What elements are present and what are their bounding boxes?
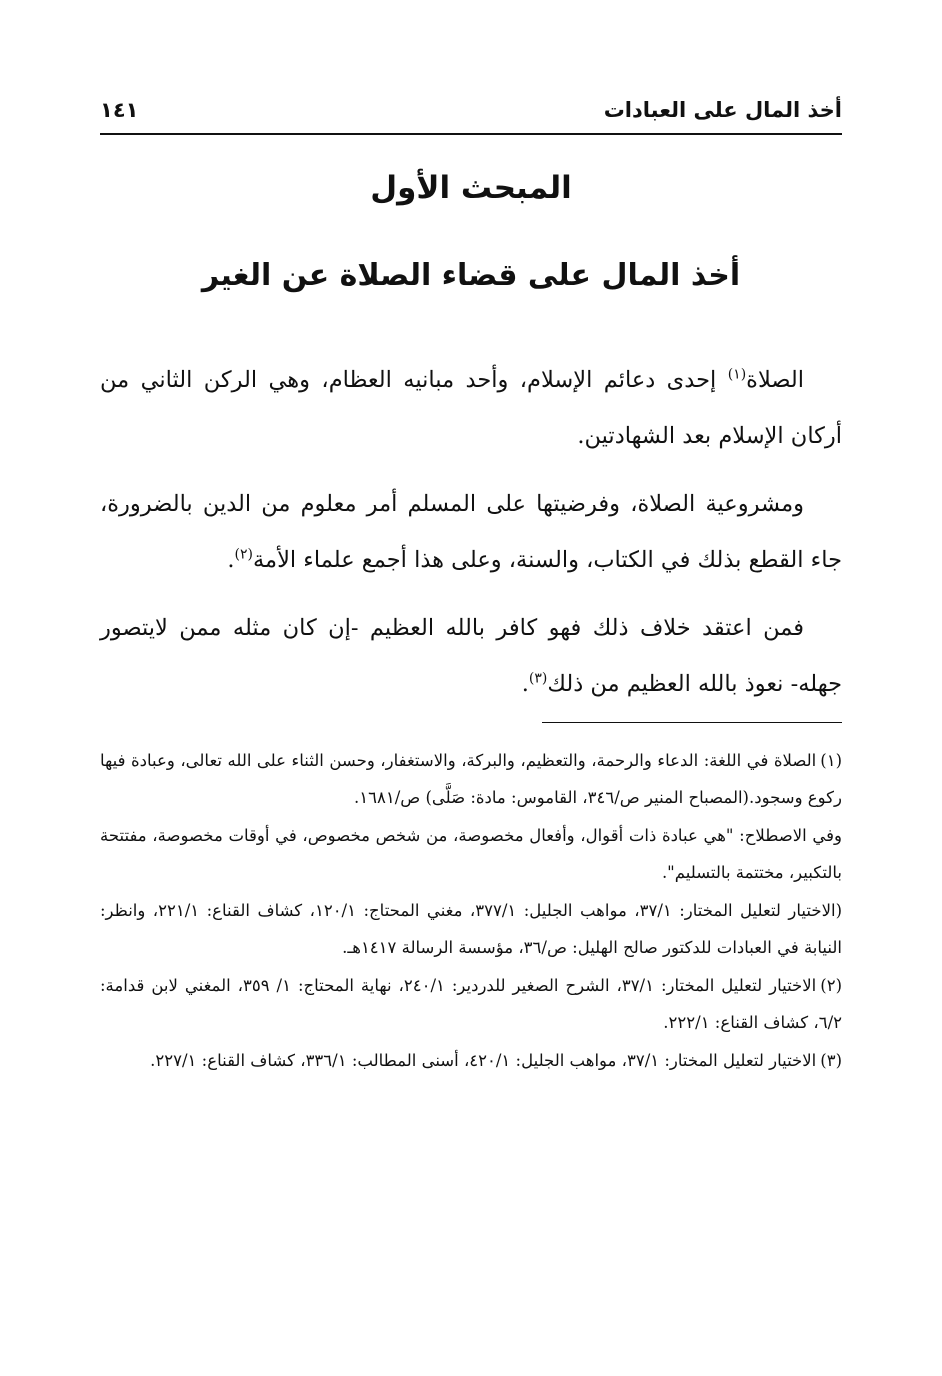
footnote-ref-3[interactable]: (٣) <box>528 670 548 687</box>
footnote-separator <box>542 722 842 723</box>
paragraph-1-lead: الصلاة <box>746 367 804 393</box>
footnote-3-text: الاختيار لتعليل المختار: ٣٧/١، مواهب الجليل: ٤٢٠/١، أسنى المطالب: ٣٣٦/١، كشاف القناع: ٢٢٧/١. <box>150 1051 817 1070</box>
header-divider <box>100 133 842 135</box>
chapter-title: أخذ المال على قضاء الصلاة عن الغير <box>201 258 741 293</box>
footnote-1-definition <box>100 817 842 891</box>
paragraph-3 <box>100 600 842 712</box>
footnote-ref-2[interactable]: (٢) <box>234 546 253 563</box>
footnote-2-text: الاختيار لتعليل المختار: ٣٧/١، الشرح الصغير للدردير: ٢٤٠/١، نهاية المحتاج: ١/ ٣٥٩، المغني لابن قدامة: ٦/٢، كشاف القناع: ٢٢٢/١. <box>100 976 842 1032</box>
footnote-1-number: (١) <box>820 751 842 770</box>
page-number: ١٤١ <box>100 98 139 122</box>
running-title: أخذ المال على العبادات <box>603 98 842 122</box>
footnote-1-sources <box>100 892 842 966</box>
paragraph-2-end: . <box>227 547 235 573</box>
footnote-1 <box>100 742 842 816</box>
paragraph-3-end: . <box>521 671 529 697</box>
paragraph-2-text: ومشروعية الصلاة، وفرضيتها على المسلم أمر معلوم من الدين بالضرورة، جاء القطع بذلك في الكتاب، والسنة، وعلى هذا أجمع علماء الأمة <box>100 491 842 573</box>
footnote-2 <box>100 967 842 1041</box>
footnote-3 <box>100 1042 842 1079</box>
paragraph-1 <box>100 352 842 464</box>
body-text <box>100 352 842 724</box>
footnotes <box>100 742 842 1080</box>
footnote-1-text: الصلاة في اللغة: الدعاء والرحمة، والتعظيم، والبركة، والاستغفار، وحسن الثناء على الله تعالى، وعبادة فيها ركوع وسجود.(المصباح المنير ص/٣٤٦، القاموس: مادة: صَلَّى) ص/١٦٨١. <box>100 751 842 807</box>
footnote-ref-1[interactable]: (١) <box>727 366 747 383</box>
footnote-1-sources-text: (الاختيار لتعليل المختار: ٣٧/١، مواهب الجليل: ٣٧٧/١، مغني المحتاج: ١٢٠/١، كشاف القناع: ٢٢١/١، وانظر: النيابة في العبادات للدكتور صالح الهليل: ص/٣٦، مؤسسة الرسالة ١٤١٧هـ. <box>100 901 843 957</box>
paragraph-3-text: فمن اعتقد خلاف ذلك فهو كافر بالله العظيم -إن كان مثله ممن لايتصور جهله- نعوذ بالله العظيم من ذلك <box>100 615 842 697</box>
footnote-2-number: (٢) <box>820 976 842 995</box>
footnote-3-number: (٣) <box>820 1051 842 1070</box>
paragraph-1-text: إحدى دعائم الإسلام، وأحد مبانيه العظام، وهي الركن الثاني من أركان الإسلام بعد الشهادتين. <box>100 367 842 449</box>
paragraph-2 <box>100 476 842 588</box>
footnote-1-definition-text: وفي الاصطلاح: "هي عبادة ذات أقوال، وأفعال مخصوصة، من شخص مخصوص، في أوقات مخصوصة، مفتتحة بالتكبير، مختتمة بالتسليم". <box>100 826 842 882</box>
section-title: المبحث الأول <box>370 170 572 206</box>
running-header <box>100 92 842 128</box>
